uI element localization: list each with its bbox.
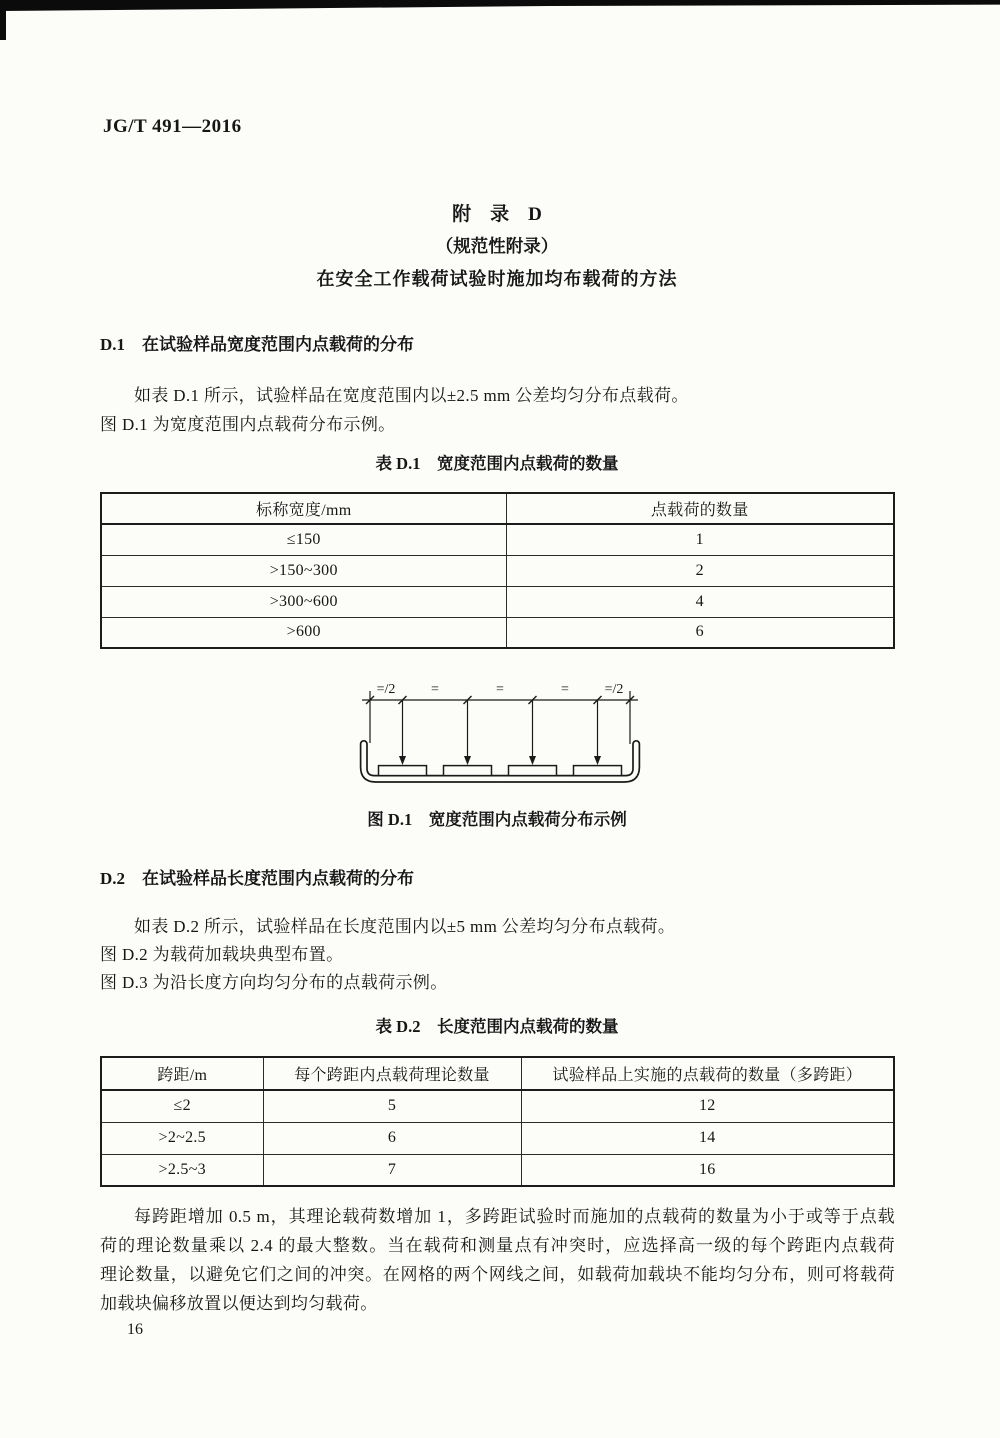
paragraph-line: 图 D.3 为沿长度方向均匀分布的点载荷示例。: [100, 973, 448, 992]
table-cell: >600: [101, 617, 506, 648]
paragraph-line: 如表 D.2 所示，试验样品在长度范围内以±5 mm 公差均匀分布点载荷。: [134, 917, 676, 936]
table-d2-caption: 表 D.2 长度范围内点载荷的数量: [375, 1017, 619, 1036]
table-cell: 4: [506, 586, 894, 617]
figure-d1-caption: 图 D.1 宽度范围内点载荷分布示例: [367, 810, 627, 829]
paragraph-line: 如表 D.1 所示，试验样品在宽度范围内以±2.5 mm 公差均匀分布点载荷。: [134, 386, 689, 405]
table-cell: 5: [263, 1090, 521, 1122]
table-cell: ≤150: [101, 524, 506, 555]
closing-paragraph: [100, 1202, 895, 1318]
table-row: [101, 493, 894, 524]
figure-d1-load-distribution-diagram: [340, 672, 660, 794]
section-d2-paragraph: [100, 913, 895, 997]
paragraph-line: 理论数量，以避免它们之间的冲突。在网格的两个网线之间，如载荷加载块不能均匀分布，则可将载荷: [100, 1265, 895, 1284]
scan-edge-top: [0, 0, 1000, 11]
paragraph-line: 加载块偏移放置以便达到均匀载荷。: [100, 1294, 378, 1313]
appendix-title: 附 录 D: [452, 204, 542, 225]
spacing-label: =/2: [376, 682, 396, 697]
table-row: [101, 1154, 894, 1186]
table-cell: 1: [506, 524, 894, 555]
table-row: [101, 524, 894, 555]
table-cell: >150~300: [101, 555, 506, 586]
paragraph-line: 荷的理论数量乘以 2.4 的最大整数。当在载荷和测量点有冲突时，应选择高一级的每个跨距内点载荷: [100, 1236, 895, 1255]
table-cell: 16: [521, 1154, 894, 1186]
table-d2-header-span: 跨距/m: [101, 1057, 263, 1090]
table-cell: 6: [506, 617, 894, 648]
table-row: [101, 586, 894, 617]
table-cell: ≤2: [101, 1090, 263, 1122]
appendix-method-title: 在安全工作载荷试验时施加均布载荷的方法: [316, 269, 678, 289]
paragraph-line: 图 D.2 为载荷加载块典型布置。: [100, 945, 344, 964]
table-d2-header-applied: 试验样品上实施的点载荷的数量（多跨距）: [521, 1057, 894, 1090]
table-cell: 6: [263, 1122, 521, 1154]
table-cell: 14: [521, 1122, 894, 1154]
table-d1: [100, 492, 895, 649]
load-blocks: [379, 766, 622, 776]
table-row: [101, 555, 894, 586]
table-d1-caption: 表 D.1 宽度范围内点载荷的数量: [375, 454, 619, 473]
spacing-label: =: [431, 682, 439, 697]
dimension-lines: [362, 691, 638, 757]
section-d1-heading: D.1 在试验样品宽度范围内点载荷的分布: [100, 335, 415, 354]
load-arrows: [403, 700, 598, 757]
table-d2-header-theoretical: 每个跨距内点载荷理论数量: [263, 1057, 521, 1090]
arrowheads: [399, 756, 601, 765]
spacing-labels: [377, 682, 624, 697]
paragraph-line: 每跨距增加 0.5 m，其理论载荷数增加 1，多跨距试验时而施加的点载荷的数量为小于或等于点载: [134, 1207, 895, 1226]
table-cell: >300~600: [101, 586, 506, 617]
scan-edge-left: [0, 0, 6, 40]
table-row: [101, 1090, 894, 1122]
table-d2: [100, 1056, 895, 1187]
table-cell: >2.5~3: [101, 1154, 263, 1186]
table-row: [101, 617, 894, 648]
table-d1-header-count: 点载荷的数量: [506, 493, 894, 524]
table-cell: 7: [263, 1154, 521, 1186]
spacing-label: =: [561, 682, 569, 697]
table-cell: 12: [521, 1090, 894, 1122]
spacing-label: =: [496, 682, 504, 697]
standard-number-header: JG/T 491—2016: [103, 116, 242, 137]
section-d1-paragraph: [100, 381, 895, 439]
appendix-subtitle: （规范性附录）: [435, 236, 559, 256]
spacing-label: =/2: [604, 682, 624, 697]
table-row: [101, 1122, 894, 1154]
table-d1-header-width: 标称宽度/mm: [101, 493, 506, 524]
table-cell: >2~2.5: [101, 1122, 263, 1154]
paragraph-line: 图 D.1 为宽度范围内点载荷分布示例。: [100, 415, 396, 434]
table-cell: 2: [506, 555, 894, 586]
page-number: 16: [127, 1321, 143, 1338]
table-row: [101, 1057, 894, 1090]
section-d2-heading: D.2 在试验样品长度范围内点载荷的分布: [100, 869, 415, 888]
